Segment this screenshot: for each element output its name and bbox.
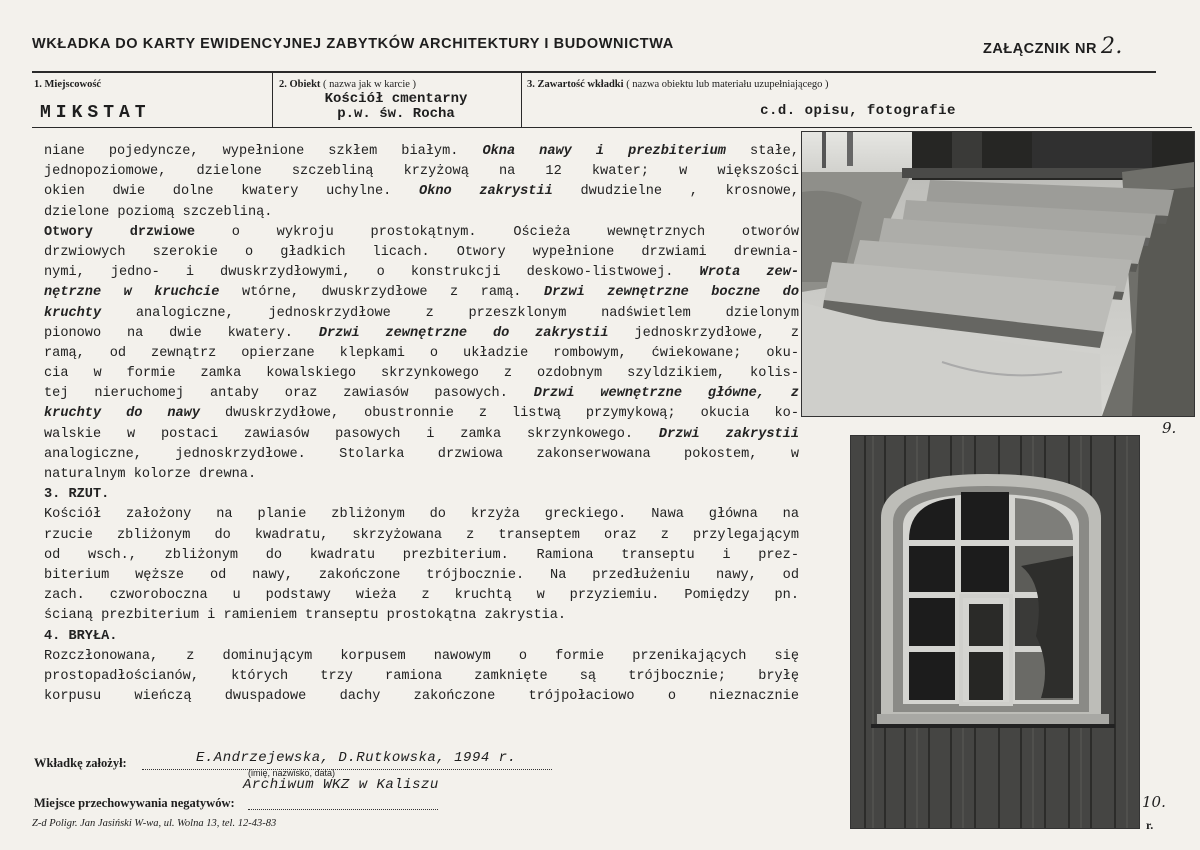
- text-line: dzielone poziomą szczebliną.: [44, 204, 273, 220]
- text-line: [44, 182, 799, 202]
- text-line: naturalnym kolorze drewna.: [44, 467, 257, 482]
- text-emphasis: Okno zakrystii: [419, 184, 553, 200]
- text-run: niane pojedyncze, wypełnione szkłem białym.: [44, 144, 483, 159]
- text-run: dwudzielne , krosnowe,: [552, 184, 799, 200]
- text-line: [44, 283, 799, 303]
- object-value: [272, 92, 520, 122]
- content-value: c.d. opisu, fotografie: [760, 103, 956, 119]
- text-bold: Otwory drzwiowe: [44, 224, 195, 240]
- year-suffix: r.: [1146, 818, 1154, 832]
- text-emphasis: Wrota zew-: [699, 265, 799, 281]
- text-line: cia w formie zamka kowalskiego skrzynkowego z ozdobnym szyldzikiem, kolis-: [44, 366, 799, 382]
- text-run: walskie w postaci zawiasów pasowych i zamka skrzynkowego.: [44, 426, 659, 442]
- text-line: drzwiowych szerokie o gładkich licach. Otwory wypełnione drzwiami drewnia-: [44, 244, 799, 260]
- text-line: jednopoziomowe, dzielone szczebliną krzyżową na 12 kwater; w większości: [44, 164, 799, 180]
- text-line: [44, 263, 799, 283]
- field-content-label: [527, 79, 829, 90]
- photo-stone-steps: [801, 131, 1195, 417]
- text-run: nymi, jedno- i dwuskrzydłowymi, o konstrukcji deskowo-listwowej.: [44, 265, 700, 281]
- field-content-hint: ( nazwa obiektu lub materiału uzupełniającego ): [626, 79, 829, 90]
- text-line: [44, 304, 799, 324]
- fields-bottom-rule: [32, 127, 1192, 128]
- printer-imprint: Z-d Poligr. Jan Jasiński W-wa, ul. Wolna 13, tel. 12-43-83: [32, 818, 277, 829]
- steps-illustration: [802, 132, 1194, 416]
- text-bold: 3. RZUT.: [44, 487, 110, 503]
- text-run: o wykroju prostokątnym. Ościeża wewnętrznych otworów: [194, 224, 799, 240]
- text-emphasis: Drzwi wewnętrzne główne, z: [533, 386, 799, 402]
- window-illustration: [851, 436, 1139, 828]
- card-title: WKŁADKA DO KARTY EWIDENCYJNEJ ZABYTKÓW ARCHITEKTURY I BUDOWNICTWA: [32, 36, 674, 52]
- text-run: jednoskrzydłowe, z: [608, 325, 799, 341]
- text-line: [44, 384, 799, 404]
- annex-label: ZAŁĄCZNIK NR: [983, 41, 1097, 57]
- archive-value: Archiwum WKZ w Kaliszu: [243, 777, 439, 793]
- text-emphasis: Drzwi zewnętrzne boczne do: [543, 285, 799, 301]
- field-object-hint: ( nazwa jak w karcie ): [323, 79, 417, 90]
- text-line: ramą, od zewnątrz opierzane klepkami o układzie rombowym, ćwiekowane; oku-: [44, 345, 799, 361]
- field-object-label: [279, 79, 416, 90]
- text-line: rzucie zbliżonym do kwadratu, skrzyżowana z transeptem oraz z przylegającym: [44, 527, 799, 543]
- text-line: korpusu wieńczą dwuspadowe dachy zakończone trójpołaciowo o nieznacznie: [44, 689, 799, 705]
- text-run: okien dwie dolne kwatery uchylne.: [44, 184, 420, 200]
- annex-number: [983, 34, 1123, 59]
- text-line: od wsch., zbliżonym do kwadratu prezbiterium. Ramiona transeptu i prez-: [44, 547, 799, 563]
- text-run: analogiczne, jednoskrzydłowe z przeszklonym nadświetlem dzielonym: [101, 305, 799, 321]
- town-value: MIKSTAT: [40, 103, 151, 123]
- text-line: [44, 324, 799, 344]
- text-line: [44, 223, 799, 243]
- text-line: [44, 142, 799, 162]
- photo-church-window: [850, 435, 1140, 829]
- field-object-label-text: 2. Obiekt: [279, 79, 321, 90]
- author-value: E.Andrzejewska, D.Rutkowska, 1994 r.: [196, 750, 517, 766]
- text-line: prostopadłościanów, których trzy ramiona zamknięte są trójbocznie; bryłę: [44, 668, 799, 684]
- annex-handwritten-number: 2.: [1100, 34, 1123, 59]
- section-heading-plan: [44, 485, 799, 505]
- text-emphasis: Okna nawy i prezbiterium: [482, 144, 726, 159]
- object-value-line-2: p.w. św. Rocha: [337, 106, 455, 122]
- text-emphasis: kruchty do nawy: [44, 406, 200, 422]
- text-line: Kościół założony na planie zbliżonym do krzyża greckiego. Nawa główna na: [44, 507, 799, 523]
- author-hint: (imię, nazwisko, data): [248, 768, 336, 778]
- text-emphasis: nętrzne w kruchcie: [44, 285, 220, 301]
- field-town-label: 1. Miejscowość: [34, 79, 102, 90]
- author-dotted-line: [142, 768, 552, 770]
- header-rule: [32, 71, 1156, 73]
- photo-number-9: 9.: [1162, 419, 1177, 437]
- negatives-dotted-line: [248, 808, 438, 810]
- text-line: [44, 404, 799, 424]
- text-emphasis: Drzwi zewnętrzne do zakrystii: [318, 325, 609, 341]
- text-line: biterium węższe od nawy, zakończone trójbocznie. Na przedłużeniu nawy, od: [44, 567, 799, 583]
- text-emphasis: kruchty: [44, 305, 102, 321]
- negatives-label: Miejsce przechowywania negatywów:: [34, 796, 235, 810]
- section-heading-massing: [44, 627, 799, 647]
- text-run: stałe,: [725, 144, 799, 159]
- text-run: dwuskrzydłowe, obustronnie z listwą przymykową; okucia ko-: [200, 406, 799, 422]
- photo-number-10: 10.: [1142, 793, 1166, 811]
- object-value-line-1: Kościół cmentarny: [324, 91, 468, 107]
- author-label: Wkładkę założył:: [34, 756, 127, 770]
- text-run: pionowo na dwie kwatery.: [44, 325, 319, 341]
- description-text: [44, 142, 799, 707]
- text-run: tej nieruchomej antaby oraz zawiasów pasowych.: [44, 386, 534, 402]
- text-emphasis: Drzwi zakrystii: [658, 426, 799, 442]
- text-line: Rozczłonowana, z dominującym korpusem nawowym o formie przenikających się: [44, 648, 799, 664]
- text-line: [44, 425, 799, 445]
- text-line: zach. czworoboczna u podstawy wieża z kruchtą w przyziemiu. Pomiędzy pn.: [44, 588, 799, 604]
- text-bold: 4. BRYŁA.: [44, 628, 118, 644]
- text-line: ścianą prezbiterium i ramieniem transeptu prostokątna zakrystia.: [44, 608, 567, 624]
- text-line: analogiczne, jednoskrzydłowe. Stolarka drzwiowa zakonserwowana pokostem, w: [44, 446, 799, 462]
- field-content-label-text: 3. Zawartość wkładki: [527, 79, 624, 90]
- text-run: wtórne, dwuskrzydłowe z ramą.: [219, 285, 544, 301]
